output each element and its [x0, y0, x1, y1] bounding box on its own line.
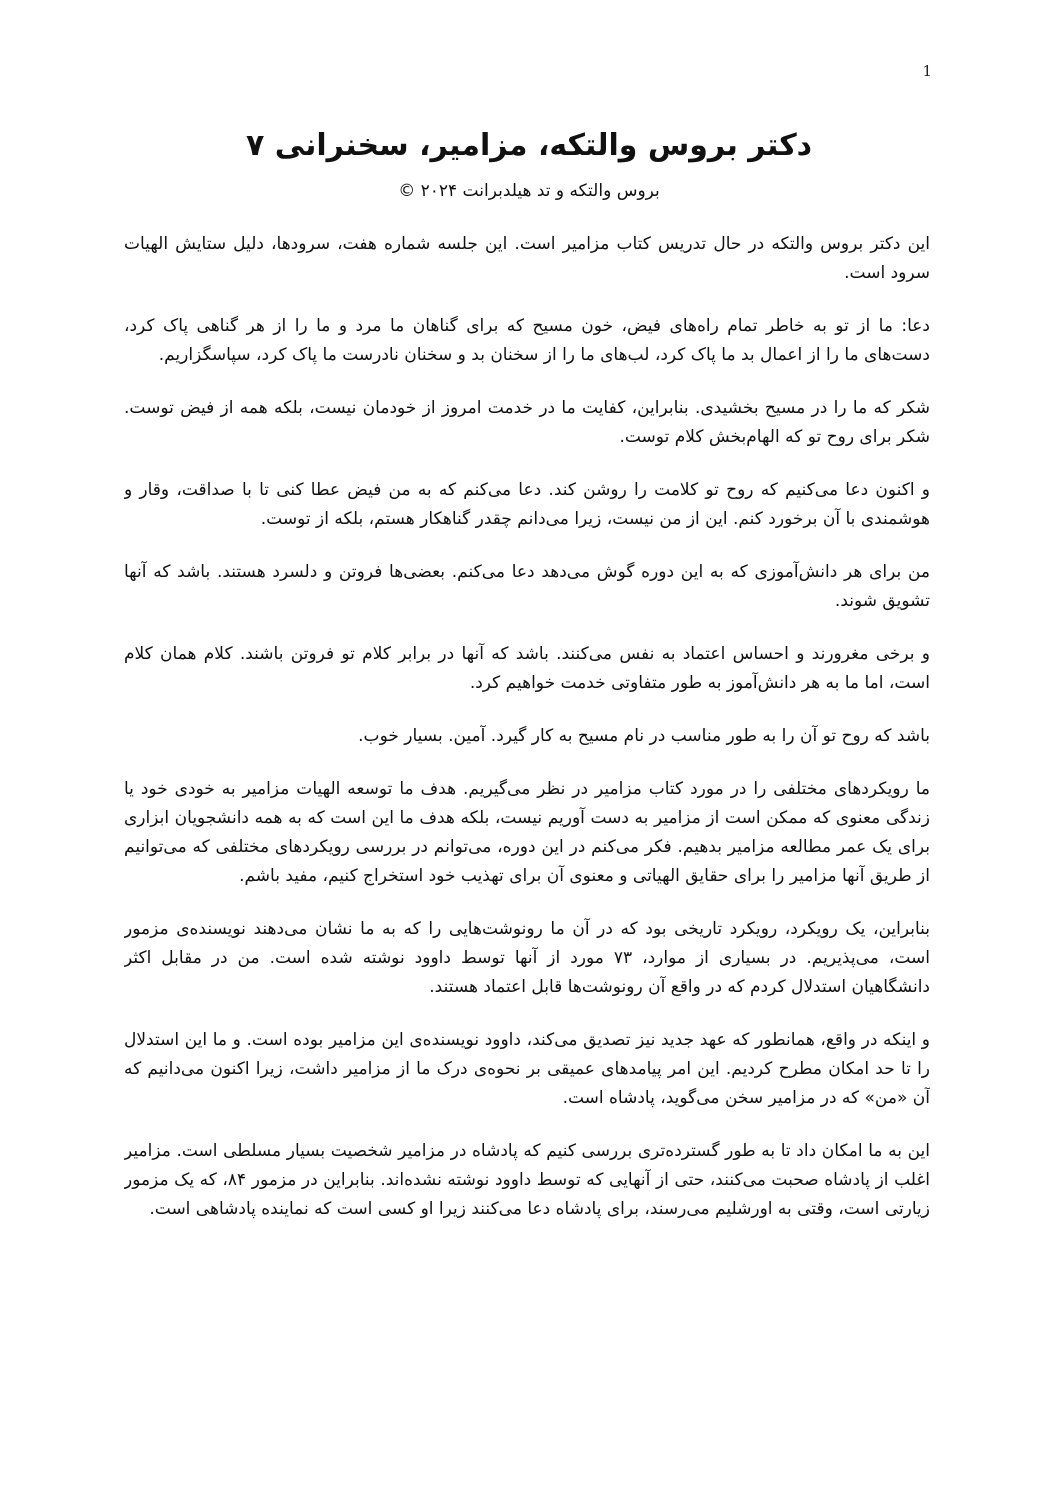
paragraph-11: این به ما امکان داد تا به طور گسترده‌تری بررسی کنیم که پادشاه در مزامیر شخصیت بسیار مسلطی است. مزامیر اغلب از پادشاه صحبت می‌کنند، حتی از آنهایی که توسط داوود نوشته نشده‌اند. بنابراین در مزمور ۸۴، که یک مزمور زیارتی است، وقتی به اورشلیم می‌رسند، برای پادشاه دعا می‌کنند زیرا او کسی است که نماینده پادشاهی است. — [124, 1141, 930, 1219]
paragraph-2: دعا: ما از تو به خاطر تمام راه‌های فیض، خون مسیح که برای گناهان ما مرد و ما را از هر گناهی پاک کرد، دست‌های ما را از اعمال بد ما پاک کرد، لب‌های ما را از سخنان بد و سخنان نادرست ما پاک کرد، سپاسگزاریم. — [124, 316, 930, 365]
paragraph-6: و برخی مغرورند و احساس اعتماد به نفس می‌کنند. باشد که آنها در برابر کلام تو فروتن باشند. کلام همان کلام است، اما ما به هر دانش‌آموز به طور متفاوتی خدمت خواهیم کرد. — [124, 644, 930, 693]
paragraph-8: ما رویکردهای مختلفی را در مورد کتاب مزامیر در نظر می‌گیریم. هدف ما توسعه الهیات مزامیر به خودی خود یا زندگی معنوی که ممکن است از مزامیر به دست آوریم نیست، بلکه هدف ما این است که به همه دانشجویان ابزاری برای یک عمر مطالعه مزامیر بدهیم. فکر می‌کنم در این دوره، می‌توانم در بررسی رویکردهای مختلفی که می‌توانیم از طریق آنها مزامیر را برای حقایق الهیاتی و معنوی آن برای تهذیب خود استخراج کنیم، مفید باشم. — [124, 779, 930, 886]
paragraph-4: و اکنون دعا می‌کنیم که روح تو کلامت را روشن کند. دعا می‌کنم که به من فیض عطا کنی تا با صداقت، وقار و هوشمندی با آن برخورد کنم. این از من نیست، زیرا می‌دانم چقدر گناهکار هستم، بلکه از توست. — [124, 480, 930, 529]
page-number: 1 — [922, 62, 932, 80]
document-title: دکتر بروس والتکه، مزامیر، سخنرانی ۷ — [245, 128, 813, 163]
paragraph-3: شکر که ما را در مسیح بخشیدی. بنابراین، کفایت ما در خدمت امروز از خودمان نیست، بلکه همه از فیض توست. شکر برای روح تو که الهام‌بخش کلام توست. — [124, 398, 930, 447]
paragraph-1: این دکتر بروس والتکه در حال تدریس کتاب مزامیر است. این جلسه شماره هفت، سرودها، دلیل ستایش الهیات سرود است. — [124, 234, 930, 283]
paragraph-7: باشد که روح تو آن را به طور مناسب در نام مسیح به کار گیرد. آمین. بسیار خوب. — [358, 726, 930, 746]
document-subtitle: بروس والتکه و تد هیلدبرانت ۲۰۲۴ © — [398, 181, 660, 201]
paragraph-10: و اینکه در واقع، همانطور که عهد جدید نیز تصدیق می‌کند، داوود نویسنده‌ی این مزامیر بوده است. و ما این استدلال را تا حد امکان مطرح کردیم. این امر پیامدهای عمیقی بر نحوه‌ی درک ما از مزامیر داشت، زیرا اکنون می‌دانیم که آن «من» که در مزامیر سخن می‌گوید، پادشاه است. — [124, 1030, 930, 1108]
paragraph-5: من برای هر دانش‌آموزی که به این دوره گوش می‌دهد دعا می‌کنم. بعضی‌ها فروتن و دلسرد هستند. باشد که آنها تشویق شوند. — [124, 562, 930, 611]
paragraph-9: بنابراین، یک رویکرد، رویکرد تاریخی بود که در آن ما رونوشت‌هایی را که به ما نشان می‌دهند نویسنده‌ی مزمور است، می‌پذیریم. در بسیاری از موارد، ۷۳ مورد از آنها توسط داوود نوشته شده است. من در مقابل اکثر دانشگاهیان استدلال کردم که در واقع آن رونوشت‌ها قابل اعتماد هستند. — [124, 919, 930, 997]
document-body — [124, 230, 930, 1248]
